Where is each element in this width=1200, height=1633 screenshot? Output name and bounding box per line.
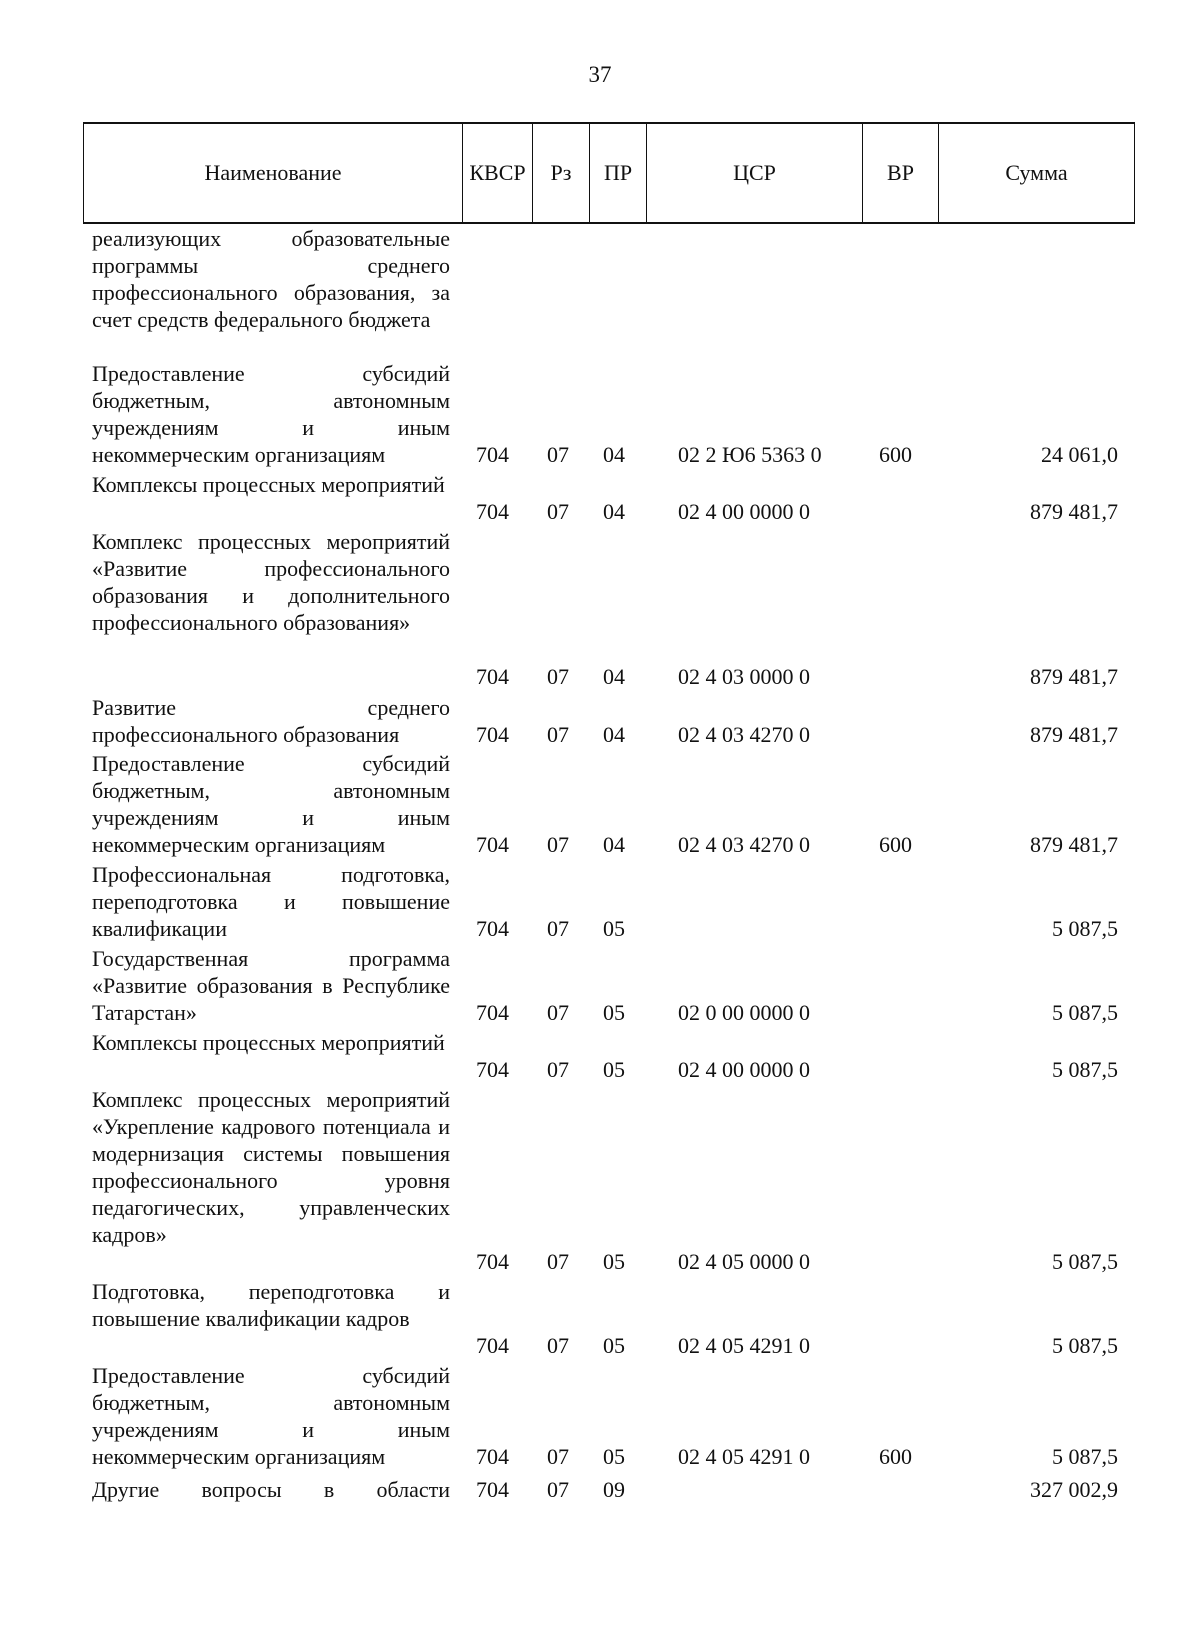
table-row <box>0 471 1200 525</box>
row-vr: 600 <box>879 442 912 467</box>
row-sum: 879 481,7 <box>1030 832 1118 857</box>
row-pr: 05 <box>603 1333 625 1358</box>
header-name: Наименование <box>83 124 462 222</box>
row-name: Профессиональная подготовка, переподготовка и повышение квалификации <box>92 862 450 941</box>
row-pr: 05 <box>603 916 625 941</box>
row-pr: 04 <box>603 442 625 467</box>
table-row <box>0 360 1200 468</box>
row-kvsr: 704 <box>476 1444 509 1469</box>
row-pr: 05 <box>603 1444 625 1469</box>
row-sum: 879 481,7 <box>1030 664 1118 689</box>
page-number: 37 <box>588 62 612 87</box>
row-name: Государственная программа «Развитие образования в Республике Татарстан» <box>92 946 450 1025</box>
table-row <box>0 1029 1200 1083</box>
row-vr: 600 <box>879 832 912 857</box>
row-rz: 07 <box>547 499 569 524</box>
header-csr: ЦСР <box>646 124 862 222</box>
row-sum: 879 481,7 <box>1030 499 1118 524</box>
row-csr: 02 4 05 0000 0 <box>678 1249 810 1274</box>
row-name: Другие вопросы в области <box>92 1477 450 1502</box>
row-pr: 04 <box>603 832 625 857</box>
row-kvsr: 704 <box>476 442 509 467</box>
table-row <box>0 1278 1200 1359</box>
row-rz: 07 <box>547 664 569 689</box>
row-kvsr: 704 <box>476 1000 509 1025</box>
row-name: Комплексы процессных мероприятий <box>92 472 445 497</box>
table-row <box>0 225 1200 360</box>
row-csr: 02 2 Ю6 5363 0 <box>678 442 822 467</box>
header-sum: Сумма <box>938 124 1135 222</box>
row-vr: 600 <box>879 1444 912 1469</box>
row-name: Предоставление субсидий бюджетным, автономным учреждениям и иным некоммерческим организациям <box>92 751 450 857</box>
row-rz: 07 <box>547 1444 569 1469</box>
row-kvsr: 704 <box>476 1333 509 1358</box>
row-csr: 02 4 05 4291 0 <box>678 1333 810 1358</box>
table-row <box>0 750 1200 858</box>
row-pr: 09 <box>603 1477 625 1502</box>
row-pr: 04 <box>603 499 625 524</box>
row-csr: 02 4 00 0000 0 <box>678 499 810 524</box>
row-sum: 327 002,9 <box>1030 1477 1118 1502</box>
row-pr: 05 <box>603 1000 625 1025</box>
row-csr: 02 4 05 4291 0 <box>678 1444 810 1469</box>
row-sum: 5 087,5 <box>1052 1333 1118 1358</box>
row-kvsr: 704 <box>476 1057 509 1082</box>
row-kvsr: 704 <box>476 664 509 689</box>
row-kvsr: 704 <box>476 916 509 941</box>
row-name: Комплекс процессных мероприятий «Укрепление кадрового потенциала и модернизация системы повышения профессионального уровня педагогических, управленческих кадров» <box>92 1087 450 1247</box>
row-pr: 04 <box>603 664 625 689</box>
row-csr: 02 0 00 0000 0 <box>678 1000 810 1025</box>
row-sum: 5 087,5 <box>1052 1444 1118 1469</box>
row-csr: 02 4 00 0000 0 <box>678 1057 810 1082</box>
row-kvsr: 704 <box>476 1249 509 1274</box>
row-name: Предоставление субсидий бюджетным, автономным учреждениям и иным некоммерческим организациям <box>92 1363 450 1469</box>
row-sum: 5 087,5 <box>1052 1057 1118 1082</box>
row-sum: 5 087,5 <box>1052 1249 1118 1274</box>
row-rz: 07 <box>547 916 569 941</box>
table-row <box>0 861 1200 942</box>
table-row <box>0 528 1200 690</box>
table-row <box>0 945 1200 1026</box>
row-kvsr: 704 <box>476 499 509 524</box>
row-kvsr: 704 <box>476 722 509 747</box>
row-rz: 07 <box>547 442 569 467</box>
row-rz: 07 <box>547 1249 569 1274</box>
row-rz: 07 <box>547 1057 569 1082</box>
row-name: Подготовка, переподготовка и повышение квалификации кадров <box>92 1279 450 1331</box>
row-rz: 07 <box>547 1477 569 1502</box>
row-name: Предоставление субсидий бюджетным, автономным учреждениям и иным некоммерческим организациям <box>92 361 450 467</box>
row-sum: 24 061,0 <box>1041 442 1118 467</box>
row-pr: 04 <box>603 722 625 747</box>
row-name: реализующих образовательные программы среднего профессионального образования, за счет средств федерального бюджета <box>92 226 450 332</box>
table-row <box>0 1362 1200 1470</box>
header-rz: Рз <box>532 124 589 222</box>
table-row <box>0 1476 1200 1503</box>
table-header <box>83 122 1135 224</box>
row-csr: 02 4 03 0000 0 <box>678 664 810 689</box>
row-rz: 07 <box>547 1333 569 1358</box>
row-sum: 879 481,7 <box>1030 722 1118 747</box>
header-pr: ПР <box>589 124 646 222</box>
row-kvsr: 704 <box>476 1477 509 1502</box>
row-kvsr: 704 <box>476 832 509 857</box>
table-row <box>0 694 1200 748</box>
row-rz: 07 <box>547 1000 569 1025</box>
row-sum: 5 087,5 <box>1052 1000 1118 1025</box>
row-name: Развитие среднего профессионального образования <box>92 695 450 747</box>
row-rz: 07 <box>547 722 569 747</box>
header-vr: ВР <box>862 124 938 222</box>
row-name: Комплекс процессных мероприятий «Развитие профессионального образования и дополнительного профессионального образования» <box>92 529 450 635</box>
row-pr: 05 <box>603 1249 625 1274</box>
table-row <box>0 1086 1200 1275</box>
header-kvsr: КВСР <box>462 124 532 222</box>
row-csr: 02 4 03 4270 0 <box>678 722 810 747</box>
row-pr: 05 <box>603 1057 625 1082</box>
row-name: Комплексы процессных мероприятий <box>92 1030 445 1055</box>
row-csr: 02 4 03 4270 0 <box>678 832 810 857</box>
row-rz: 07 <box>547 832 569 857</box>
row-sum: 5 087,5 <box>1052 916 1118 941</box>
